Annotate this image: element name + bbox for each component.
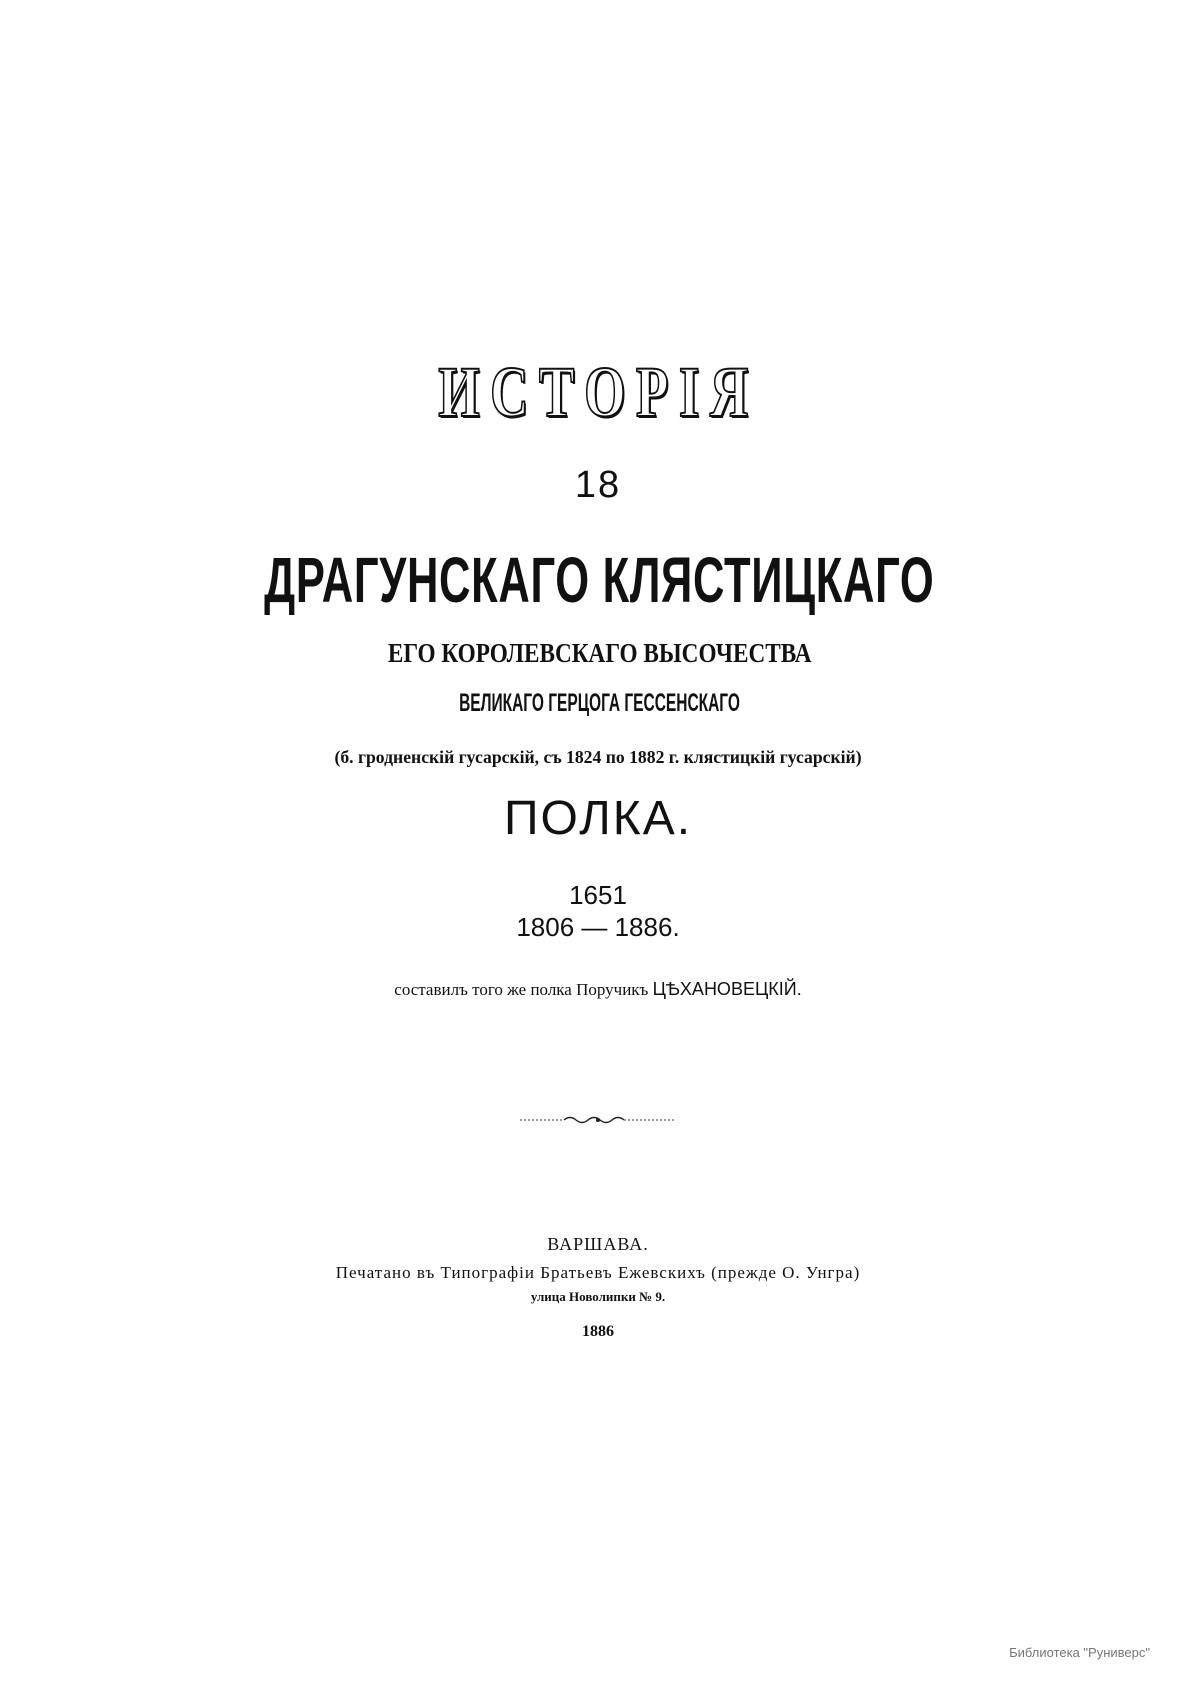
library-watermark: Библиотека "Руниверс": [1009, 1645, 1150, 1660]
compiler-line: [0, 978, 1196, 1001]
imprint-year: 1886: [582, 1323, 614, 1340]
patron-line: ЕГО КОРОЛЕВСКАГО ВЫСОЧЕСТВА: [387, 638, 812, 668]
years-range: 1806 — 1886.: [516, 912, 680, 942]
regiment-number: 18: [574, 464, 622, 506]
ornament-divider: [520, 1114, 676, 1126]
former-names: (б. гродненскій гусарскій, съ 1824 по 1882 г. клястицкій гусарскій): [334, 747, 862, 767]
compiler-name: ЦѢХАНОВЕЦКІЙ.: [652, 979, 802, 999]
book-title: ИСТОРІЯ: [438, 352, 759, 432]
compiler-text: составилъ того же полка Поручикъ: [394, 980, 649, 999]
duke-line: ВЕЛИКАГО ГЕРЦОГА ГЕССЕНСКАГО: [459, 689, 740, 717]
year-founded: 1651: [569, 880, 627, 910]
imprint-city: ВАРШАВА.: [547, 1234, 649, 1254]
polka-heading: ПОЛКА.: [503, 792, 693, 845]
regiment-name: ДРАГУНСКАГО КЛЯСТИЦКАГО: [264, 544, 935, 616]
imprint-printer: Печатано въ Типографіи Братьевъ Ежевскихъ (прежде О. Унгра): [335, 1263, 861, 1282]
imprint-street: улица Новолипки № 9.: [530, 1289, 666, 1304]
